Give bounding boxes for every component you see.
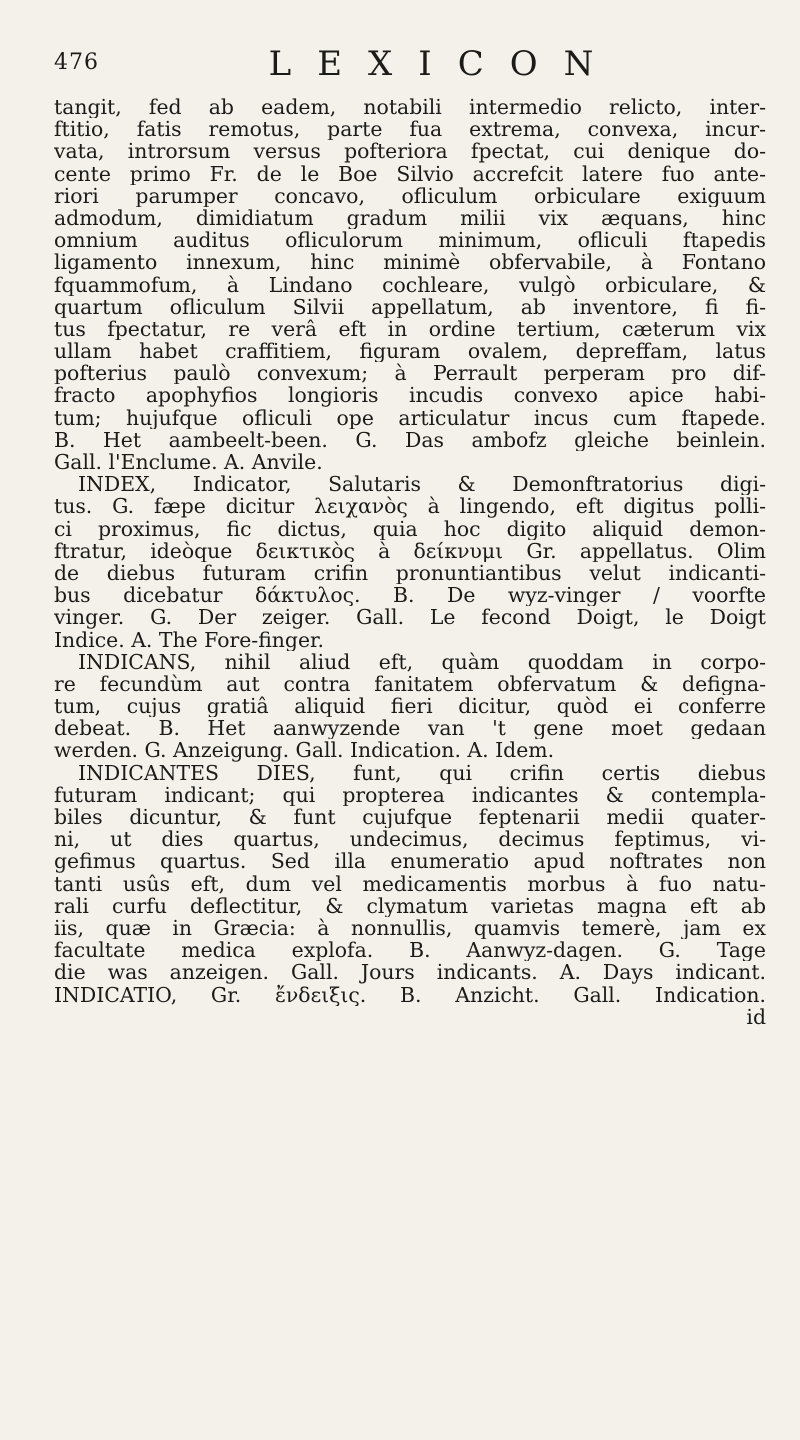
text-line: Gall. l'Enclume. A. Anvile.: [54, 451, 323, 474]
text-line: bus dicebatur δάκτυλος. B. De wyz-vinger / voorfte: [54, 584, 766, 607]
page-number: 476: [54, 50, 99, 75]
entry-headword-line: INDEX, Indicator, Salutaris & Demonftratorius digi-: [78, 473, 766, 496]
text-line: pofterius paulò convexum; à Perrault perperam pro dif-: [54, 362, 766, 385]
page-header: [54, 44, 774, 94]
text-line: ni, ut dies quartus, undecimus, decimus feptimus, vi-: [54, 828, 766, 851]
text-line: debeat. B. Het aanwyzende van 't gene moet gedaan: [54, 717, 766, 740]
text-line: die was anzeigen. Gall. Jours indicants. A. Days indicant.: [54, 961, 766, 984]
text-line: cente primo Fr. de le Boe Silvio accrefcit latere fuo ante-: [54, 162, 766, 185]
text-line: facultate medica explofa. B. Aanwyz-dagen. G. Tage: [54, 939, 766, 962]
text-line: tangit, fed ab eadem, notabili intermedio relicto, inter-: [54, 96, 766, 119]
text-line: de diebus futuram crifin pronuntiantibus velut indicanti-: [54, 561, 766, 585]
text-line: werden. G. Anzeigung. Gall. Indication. A. Idem.: [54, 739, 555, 762]
text-line: re fecundùm aut contra fanitatem obfervatum & defigna-: [54, 672, 766, 696]
text-line: rali curfu deflectitur, & clymatum varietas magna eft ab: [54, 894, 766, 917]
text-line: ullam habet craffitiem, figuram ovalem, depreffam, latus: [54, 340, 766, 363]
text-line: gefimus quartus. Sed illa enumeratio apud noftrates non: [54, 850, 766, 873]
text-line: ci proximus, fic dictus, quia hoc digito aliquid demon-: [54, 517, 766, 540]
text-line: vata, introrsum versus pofteriora fpectat, cui denique do-: [54, 140, 766, 163]
entry-headword-line: INDICATIO, Gr. ἔνδειξις. B. Anzicht. Gall. Indication.: [54, 983, 766, 1006]
text-line: tus fpectatur, re verâ eft in ordine tertium, cæterum vix: [54, 317, 766, 341]
text-line: tum, cujus gratiâ aliquid fieri dicitur, quòd ei conferre: [54, 695, 766, 718]
text-line: riori parumper concavo, ofliculum orbiculare exiguum: [54, 184, 766, 207]
text-line: omnium auditus ofliculorum minimum, ofliculi ftapedis: [54, 229, 766, 252]
entry-headword-line: INDICANTES DIES, funt, qui crifin certis diebus: [78, 761, 766, 784]
text-line: futuram indicant; qui propterea indicantes & contempla-: [54, 783, 766, 806]
text-line: vinger. G. Der zeiger. Gall. Le fecond Doigt, le Doigt: [54, 606, 766, 629]
text-line: ligamento innexum, hinc minimè obfervabile, à Fontano: [54, 251, 766, 274]
text-line: fracto apophyfios longioris incudis convexo apice habi-: [54, 384, 766, 407]
text-line: tanti usûs eft, dum vel medicamentis morbus à fuo natu-: [54, 872, 766, 895]
text-line: iis, quæ in Græcia: à nonnullis, quamvis temerè, jam ex: [54, 916, 766, 940]
text-line: biles dicuntur, & funt cujufque feptenarii medii quater-: [54, 806, 766, 829]
text-line: ftitio, fatis remotus, parte fua extrema, convexa, incur-: [54, 118, 766, 141]
text-line: Indice. A. The Fore-finger.: [54, 628, 325, 651]
catchword: id: [746, 1005, 766, 1028]
entry-headword-line: INDICANS, nihil aliud eft, quàm quoddam in corpo-: [78, 650, 766, 673]
text-line: tum; hujufque ofliculi ope articulatur incus cum ftapede.: [54, 406, 766, 429]
running-head: LEXICON: [268, 44, 620, 84]
text-line: B. Het aambeelt-been. G. Das ambofz gleiche beinlein.: [54, 428, 766, 451]
body-text: [54, 96, 766, 1028]
text-line: tus. G. fæpe dicitur λειχανὸς à lingendo, eft digitus polli-: [54, 495, 766, 518]
text-line: admodum, dimidiatum gradum milii vix æquans, hinc: [54, 206, 766, 230]
text-line: fquammofum, à Lindano cochleare, vulgò orbiculare, &: [54, 273, 766, 296]
text-line: ftratur, ideòque δεικτικὸς à δείκνυμι Gr. appellatus. Olim: [54, 539, 766, 562]
text-line: quartum ofliculum Silvii appellatum, ab inventore, fi fi-: [54, 295, 766, 318]
